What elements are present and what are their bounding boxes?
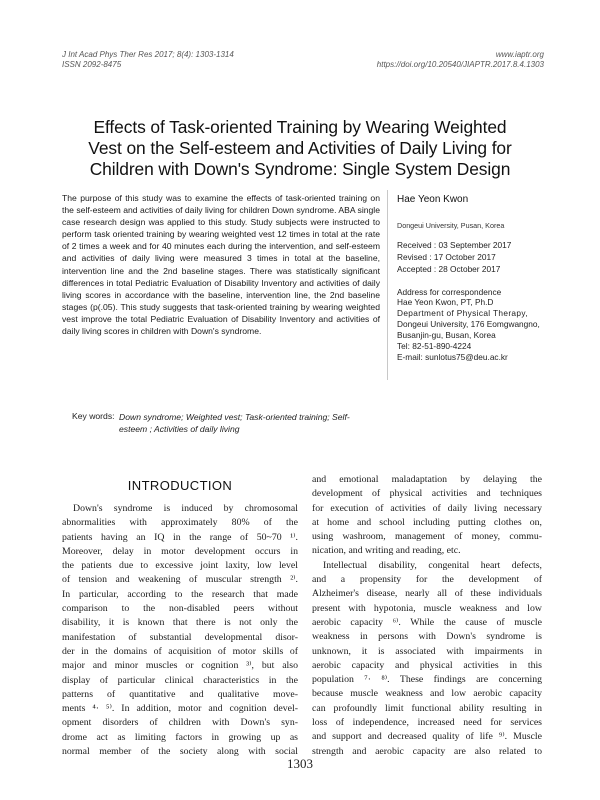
body-line: strength and aerobic capacity are also related to: [312, 745, 542, 757]
body-line: loss of independence, increased need for services: [312, 717, 542, 729]
body-line: manifestation of substantial developmental disor-: [62, 631, 298, 643]
correspondence-tel: Tel: 82-51-890-4224: [397, 341, 472, 352]
body-line: because muscle weakness and low aerobic capacity: [312, 688, 542, 700]
correspondence-name: Hae Yeon Kwon, PT, Ph.D: [397, 297, 494, 307]
body-line: aerobic capacity ⁶⁾. While the cause of muscle: [312, 616, 542, 628]
journal-citation: J Int Acad Phys Ther Res 2017; 8(4): 1303-1314: [62, 50, 234, 59]
body-line: nication, and writing and reading, etc.: [312, 545, 461, 557]
body-line: der in the domains of acquisition of motor skills of: [62, 645, 298, 657]
doi-link[interactable]: https://doi.org/10.20540/JIAPTR.2017.8.4.1303: [376, 60, 544, 69]
body-column-right: [312, 473, 542, 759]
correspondence-heading: Address for correspondence: [397, 287, 502, 297]
correspondence-address-line-1: Dongeui University, 176 Eomgwangno,: [397, 319, 540, 330]
correspondence-department: Department of Physical Therapy,: [397, 308, 528, 319]
body-line: major and minor muscles or cognition ³⁾, but also: [62, 660, 298, 672]
author-name: Hae Yeon Kwon: [397, 194, 469, 205]
body-line: using washroom, management of money, commu-: [312, 531, 542, 543]
body-line: present with hypotonia, muscle weakness and low: [312, 602, 542, 614]
body-line: and emotional maladaptation by delaying the: [312, 474, 542, 485]
keywords-line-1: Down syndrome; Weighted vest; Task-oriented training; Self-: [119, 412, 350, 422]
issn: ISSN 2092-8475: [62, 60, 122, 69]
body-line: drome act as limiting factors in growing up as: [62, 731, 298, 743]
keywords-label: Key words:: [72, 411, 115, 421]
body-line: population ⁷· ⁸⁾. These findings are concerning: [312, 674, 542, 686]
title-line-1: Effects of Task-oriented Training by Wearing Weighted: [93, 117, 507, 137]
body-line: normal member of the society along with social: [62, 746, 298, 758]
body-line: development of physical activities and techniques: [312, 488, 542, 500]
body-line: comparison to the non-disabled peers without: [62, 603, 298, 615]
journal-header-left: [62, 50, 322, 70]
body-line: In particular, according to the research that made: [62, 588, 298, 600]
body-line: aerobic capacity and physical activities in this: [312, 659, 542, 671]
revised-date: Revised : 17 October 2017: [397, 252, 496, 263]
body-line: display of particular clinical characteristics in the: [62, 674, 298, 686]
keywords-line-2: esteem ; Activities of daily living: [119, 424, 240, 435]
body-column-left: [62, 502, 298, 759]
abstract-text: The purpose of this study was to examine the effects of task-oriented training on the self-esteem and activities of daily living for children Down syndrome. ABA single case research design was applied to this study. Study subjects were instructed to perform task oriented training by wearing weighted vest 12 times in total at the rate of 2 times a week and for 40 minutes each during the intervention, and self-esteem and activities of daily living were measured 3 times in total at the baseline, intervention line and the 2nd baseline stages. There was statistically significant differences in total Pediatric Evaluation of Disability Inventory and activities of daily living scores in accordance with the baseline, intervention line, the 2nd baseline stages (p(.05). This study suggests that task-oriented training by wearing weighted vest improve the total Pediatric Evaluation of Disability Inventory and activities of daily living scores in children with Down's syndrome.: [62, 193, 380, 337]
article-dates: [397, 239, 511, 276]
body-line: ments ⁴· ⁵⁾. In addition, motor and cognition devel-: [62, 703, 298, 715]
body-line: at home and school including putting clothes on,: [312, 516, 542, 528]
body-line: for execution of activities of daily living necessary: [312, 502, 542, 514]
body-line: patterns of quantitative and qualitative move-: [62, 688, 298, 700]
body-line: opment disorders of children with Down's syn-: [62, 717, 298, 729]
body-line: can profoundly limit functional ability resulting in: [312, 702, 542, 714]
body-line: patients having an IQ in the range of 50~70 ¹⁾.: [62, 531, 298, 543]
accepted-date: Accepted : 28 October 2017: [397, 264, 501, 275]
body-line: of tension and weakening of muscular strength ²⁾.: [62, 574, 298, 586]
page-number: 1303: [287, 756, 313, 771]
body-line: Moreover, delay in motor development occurs in: [62, 545, 298, 557]
body-line: the patients due to excessive joint laxity, low level: [62, 560, 298, 572]
title-line-3: Children with Down's Syndrome: Single System Design: [89, 159, 511, 179]
section-heading-introduction: INTRODUCTION: [127, 478, 233, 493]
body-line: disability, it is known that there is not only the: [62, 617, 298, 629]
abstract-divider: [387, 190, 388, 380]
body-line: unknown, it is associated with impairments in: [312, 645, 542, 657]
body-line: Intellectual disability, congenital heart defects,: [323, 559, 542, 571]
correspondence-block: [397, 297, 547, 364]
title-line-2: Vest on the Self-esteem and Activities of Daily Living for: [88, 138, 512, 158]
journal-website-link[interactable]: www.iaptr.org: [495, 50, 544, 59]
keywords-text: [119, 411, 381, 436]
correspondence-email[interactable]: E-mail: sunlotus75@deu.ac.kr: [397, 352, 508, 363]
received-date: Received : 03 September 2017: [397, 240, 512, 250]
body-line: Down's syndrome is induced by chromosomal: [73, 503, 298, 514]
body-line: Alzheimer's disease, nearly all of these individuals: [312, 588, 542, 600]
journal-header-right: [284, 50, 544, 70]
author-affiliation: Dongeui University, Pusan, Korea: [397, 221, 505, 230]
body-line: weakness in persons with Down's syndrome is: [312, 631, 542, 643]
correspondence-address-line-2: Busanjin-gu, Busan, Korea: [397, 330, 496, 341]
body-line: abnormalities with approximately 80% of the: [62, 517, 298, 529]
article-title: [60, 117, 540, 180]
body-line: and support and decreased quality of life ⁹⁾. Muscle: [312, 731, 542, 743]
body-line: and a propensity for the development of: [312, 574, 542, 586]
